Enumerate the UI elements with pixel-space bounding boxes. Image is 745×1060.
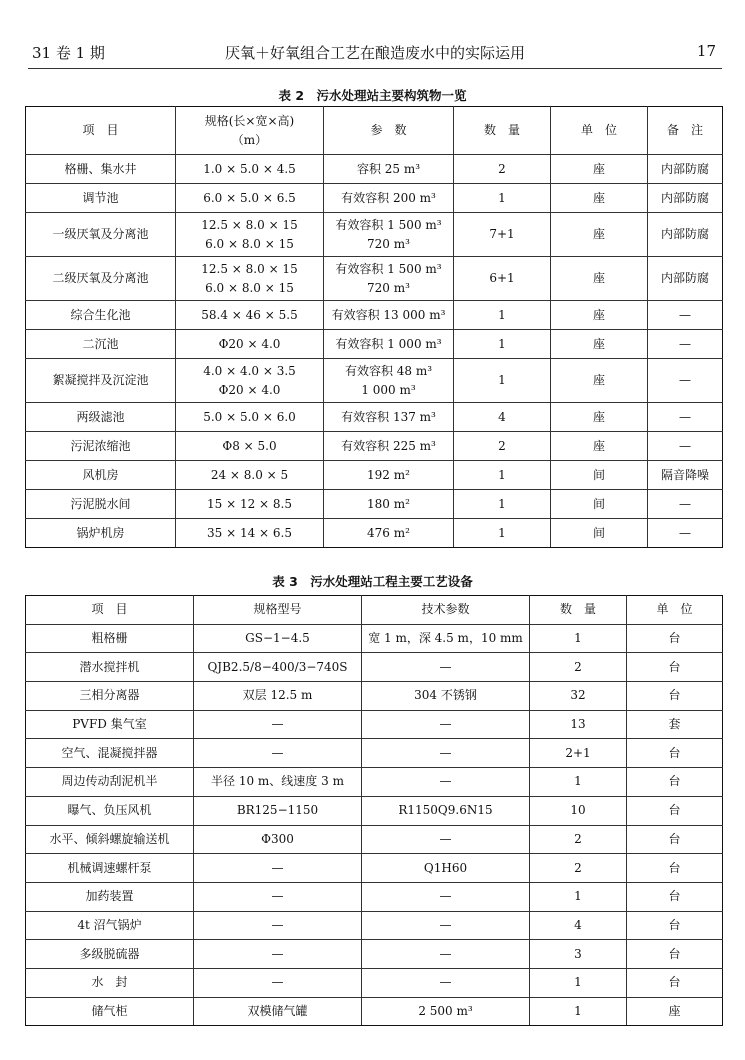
table-cell: 台 bbox=[627, 653, 723, 682]
table-cell: — bbox=[648, 490, 723, 519]
table-cell: 风机房 bbox=[26, 461, 176, 490]
table-row bbox=[26, 682, 723, 711]
table-cell: QJB2.5/8−400/3−740S bbox=[194, 653, 362, 682]
table-cell: 内部防腐 bbox=[648, 257, 723, 301]
table-cell: 台 bbox=[627, 739, 723, 768]
table-cell: 7+1 bbox=[454, 213, 551, 257]
table-cell: 2 bbox=[530, 854, 627, 883]
table-cell: — bbox=[362, 882, 530, 911]
table-cell: — bbox=[194, 968, 362, 997]
table-cell: 有效容积 137 m³ bbox=[324, 403, 454, 432]
table-cell: 24 × 8.0 × 5 bbox=[176, 461, 324, 490]
table-cell: 座 bbox=[551, 257, 648, 301]
table-cell: 180 m² bbox=[324, 490, 454, 519]
table-cell: 2 bbox=[530, 825, 627, 854]
table-cell: 座 bbox=[627, 997, 723, 1026]
table-cell: 15 × 12 × 8.5 bbox=[176, 490, 324, 519]
table-cell: 4 bbox=[454, 403, 551, 432]
table-row bbox=[26, 968, 723, 997]
table-cell: 座 bbox=[551, 213, 648, 257]
table-cell: 1 bbox=[530, 968, 627, 997]
table-cell: 加药装置 bbox=[26, 882, 194, 911]
table-row bbox=[26, 184, 723, 213]
table-row bbox=[26, 768, 723, 797]
table-cell: 座 bbox=[551, 432, 648, 461]
table-cell: 6.0 × 5.0 × 6.5 bbox=[176, 184, 324, 213]
table-cell: 座 bbox=[551, 330, 648, 359]
table-cell: GS−1−4.5 bbox=[194, 624, 362, 653]
table-cell: — bbox=[362, 739, 530, 768]
table-cell: — bbox=[362, 653, 530, 682]
table-row bbox=[26, 461, 723, 490]
table2-structures bbox=[25, 106, 723, 548]
table3-header-row bbox=[26, 596, 723, 625]
table-row bbox=[26, 359, 723, 403]
table-cell: — bbox=[648, 432, 723, 461]
table-cell: 三相分离器 bbox=[26, 682, 194, 711]
column-header: 单 位 bbox=[551, 107, 648, 155]
table-row bbox=[26, 825, 723, 854]
table-cell: Φ20 × 4.0 bbox=[176, 330, 324, 359]
table-cell: 絮凝搅拌及沉淀池 bbox=[26, 359, 176, 403]
table-cell: 内部防腐 bbox=[648, 155, 723, 184]
table-row bbox=[26, 710, 723, 739]
table-cell: 双模储气罐 bbox=[194, 997, 362, 1026]
table-cell: 座 bbox=[551, 359, 648, 403]
table-cell: 台 bbox=[627, 682, 723, 711]
table-cell: 有效容积 200 m³ bbox=[324, 184, 454, 213]
table-cell: 座 bbox=[551, 184, 648, 213]
table-cell: 潜水搅拌机 bbox=[26, 653, 194, 682]
table-cell: 内部防腐 bbox=[648, 184, 723, 213]
table-cell: 10 bbox=[530, 796, 627, 825]
table-cell: 1 bbox=[454, 461, 551, 490]
running-header bbox=[28, 38, 722, 69]
table-cell: 储气柜 bbox=[26, 997, 194, 1026]
table-cell: 水 封 bbox=[26, 968, 194, 997]
table-cell: 58.4 × 46 × 5.5 bbox=[176, 301, 324, 330]
table-cell: 套 bbox=[627, 710, 723, 739]
table-cell: 2 bbox=[530, 653, 627, 682]
table-cell: 5.0 × 5.0 × 6.0 bbox=[176, 403, 324, 432]
table-cell: — bbox=[362, 710, 530, 739]
table-cell: 1 bbox=[454, 301, 551, 330]
table-cell: Φ300 bbox=[194, 825, 362, 854]
column-header: 规格(长×宽×高) （m） bbox=[176, 107, 324, 155]
table-cell: 12.5 × 8.0 × 15 6.0 × 8.0 × 15 bbox=[176, 257, 324, 301]
table-row bbox=[26, 301, 723, 330]
table-row bbox=[26, 155, 723, 184]
table-cell: 半径 10 m、线速度 3 m bbox=[194, 768, 362, 797]
table-cell: 有效容积 1 500 m³ 720 m³ bbox=[324, 257, 454, 301]
table-cell: 曝气、负压风机 bbox=[26, 796, 194, 825]
column-header: 备 注 bbox=[648, 107, 723, 155]
table-cell: 空气、混凝搅拌器 bbox=[26, 739, 194, 768]
table-row bbox=[26, 911, 723, 940]
table-cell: 有效容积 48 m³ 1 000 m³ bbox=[324, 359, 454, 403]
table-cell: 有效容积 13 000 m³ bbox=[324, 301, 454, 330]
table-cell: 1 bbox=[530, 768, 627, 797]
table-cell: 水平、倾斜螺旋输送机 bbox=[26, 825, 194, 854]
table-cell: 2 bbox=[454, 155, 551, 184]
table-cell: 1 bbox=[454, 330, 551, 359]
table-cell: PVFD 集气室 bbox=[26, 710, 194, 739]
table-row bbox=[26, 519, 723, 548]
table-row bbox=[26, 490, 723, 519]
table-cell: — bbox=[194, 911, 362, 940]
table2-body bbox=[26, 107, 723, 548]
table-row bbox=[26, 403, 723, 432]
table-cell: 4.0 × 4.0 × 3.5 Φ20 × 4.0 bbox=[176, 359, 324, 403]
table-row bbox=[26, 624, 723, 653]
table-cell: 1 bbox=[454, 519, 551, 548]
table-cell: 1 bbox=[530, 624, 627, 653]
table-cell: 污泥浓缩池 bbox=[26, 432, 176, 461]
table-cell: 容积 25 m³ bbox=[324, 155, 454, 184]
table-cell: — bbox=[648, 519, 723, 548]
column-header: 项 目 bbox=[26, 596, 194, 625]
table-cell: 二沉池 bbox=[26, 330, 176, 359]
table-cell: — bbox=[194, 739, 362, 768]
table3-caption: 表 3 污水处理站工程主要工艺设备 bbox=[272, 574, 473, 589]
table-cell: 台 bbox=[627, 854, 723, 883]
table-row bbox=[26, 882, 723, 911]
table-cell: 宽 1 m，深 4.5 m，10 mm bbox=[362, 624, 530, 653]
table-cell: 台 bbox=[627, 624, 723, 653]
table-cell: 间 bbox=[551, 490, 648, 519]
column-header: 参 数 bbox=[324, 107, 454, 155]
table-cell: — bbox=[648, 403, 723, 432]
table-cell: 192 m² bbox=[324, 461, 454, 490]
table-cell: — bbox=[362, 940, 530, 969]
table-cell: — bbox=[362, 768, 530, 797]
table-cell: — bbox=[648, 301, 723, 330]
table-cell: 304 不锈钢 bbox=[362, 682, 530, 711]
table-cell: 台 bbox=[627, 911, 723, 940]
table2-caption: 表 2 污水处理站主要构筑物一览 bbox=[278, 88, 467, 103]
table-cell: 座 bbox=[551, 403, 648, 432]
table-cell: 3 bbox=[530, 940, 627, 969]
table-cell: 476 m² bbox=[324, 519, 454, 548]
column-header: 项 目 bbox=[26, 107, 176, 155]
running-title: 厌氧＋好氧组合工艺在酿造废水中的实际运用 bbox=[224, 44, 525, 62]
table-cell: 1 bbox=[454, 490, 551, 519]
table-cell: 1 bbox=[454, 359, 551, 403]
table-cell: 隔音降噪 bbox=[648, 461, 723, 490]
column-header: 数 量 bbox=[454, 107, 551, 155]
table-cell: BR125−1150 bbox=[194, 796, 362, 825]
table-cell: 台 bbox=[627, 825, 723, 854]
table-cell: 1 bbox=[530, 997, 627, 1026]
table-cell: 4t 沼气锅炉 bbox=[26, 911, 194, 940]
table-row bbox=[26, 213, 723, 257]
table-row bbox=[26, 796, 723, 825]
table-row bbox=[26, 739, 723, 768]
table-cell: 间 bbox=[551, 461, 648, 490]
table-cell: 二级厌氧及分离池 bbox=[26, 257, 176, 301]
table-cell: 格栅、集水井 bbox=[26, 155, 176, 184]
table-row bbox=[26, 257, 723, 301]
table-cell: — bbox=[362, 911, 530, 940]
table-cell: 间 bbox=[551, 519, 648, 548]
table-row bbox=[26, 432, 723, 461]
table-cell: 机械调速螺杆泵 bbox=[26, 854, 194, 883]
table-cell: — bbox=[362, 825, 530, 854]
table-cell: 台 bbox=[627, 768, 723, 797]
table-cell: 35 × 14 × 6.5 bbox=[176, 519, 324, 548]
table-cell: 周边传动刮泥机半 bbox=[26, 768, 194, 797]
table-cell: — bbox=[194, 940, 362, 969]
table-cell: 6+1 bbox=[454, 257, 551, 301]
table-cell: 台 bbox=[627, 796, 723, 825]
table-cell: 1 bbox=[454, 184, 551, 213]
table-cell: — bbox=[194, 710, 362, 739]
table-row bbox=[26, 997, 723, 1026]
table-cell: 2 500 m³ bbox=[362, 997, 530, 1026]
table-cell: — bbox=[362, 968, 530, 997]
table-cell: 一级厌氧及分离池 bbox=[26, 213, 176, 257]
table-row bbox=[26, 940, 723, 969]
table-cell: 座 bbox=[551, 301, 648, 330]
table-cell: 粗格栅 bbox=[26, 624, 194, 653]
table-cell: 调节池 bbox=[26, 184, 176, 213]
table-cell: R1150Q9.6N15 bbox=[362, 796, 530, 825]
table-cell: 综合生化池 bbox=[26, 301, 176, 330]
table-cell: 双层 12.5 m bbox=[194, 682, 362, 711]
table-cell: — bbox=[194, 854, 362, 883]
column-header: 规格型号 bbox=[194, 596, 362, 625]
table-cell: 13 bbox=[530, 710, 627, 739]
table-cell: 2+1 bbox=[530, 739, 627, 768]
table-cell: 有效容积 1 000 m³ bbox=[324, 330, 454, 359]
table-cell: 污泥脱水间 bbox=[26, 490, 176, 519]
table-cell: — bbox=[648, 330, 723, 359]
table-cell: 12.5 × 8.0 × 15 6.0 × 8.0 × 15 bbox=[176, 213, 324, 257]
column-header: 数 量 bbox=[530, 596, 627, 625]
table3-body bbox=[26, 596, 723, 1026]
journal-issue: 31 卷 1 期 bbox=[32, 44, 105, 62]
table-cell: 锅炉机房 bbox=[26, 519, 176, 548]
table-cell: 两级滤池 bbox=[26, 403, 176, 432]
table-cell: 座 bbox=[551, 155, 648, 184]
table-cell: 32 bbox=[530, 682, 627, 711]
table-cell: 2 bbox=[454, 432, 551, 461]
table-cell: 有效容积 225 m³ bbox=[324, 432, 454, 461]
table-row bbox=[26, 653, 723, 682]
table-cell: — bbox=[648, 359, 723, 403]
table-row bbox=[26, 854, 723, 883]
table2-header-row bbox=[26, 107, 723, 155]
page-number: 17 bbox=[696, 42, 716, 60]
column-header: 技术参数 bbox=[362, 596, 530, 625]
table-cell: Φ8 × 5.0 bbox=[176, 432, 324, 461]
table-cell: 1.0 × 5.0 × 4.5 bbox=[176, 155, 324, 184]
table-cell: 有效容积 1 500 m³ 720 m³ bbox=[324, 213, 454, 257]
table-cell: 台 bbox=[627, 940, 723, 969]
table-cell: 多级脱硫器 bbox=[26, 940, 194, 969]
table-cell: Q1H60 bbox=[362, 854, 530, 883]
table-cell: 台 bbox=[627, 968, 723, 997]
table3-equipment bbox=[25, 595, 723, 1026]
table-cell: 台 bbox=[627, 882, 723, 911]
column-header: 单 位 bbox=[627, 596, 723, 625]
table-cell: 4 bbox=[530, 911, 627, 940]
table-cell: 1 bbox=[530, 882, 627, 911]
table-row bbox=[26, 330, 723, 359]
table-cell: 内部防腐 bbox=[648, 213, 723, 257]
table-cell: — bbox=[194, 882, 362, 911]
